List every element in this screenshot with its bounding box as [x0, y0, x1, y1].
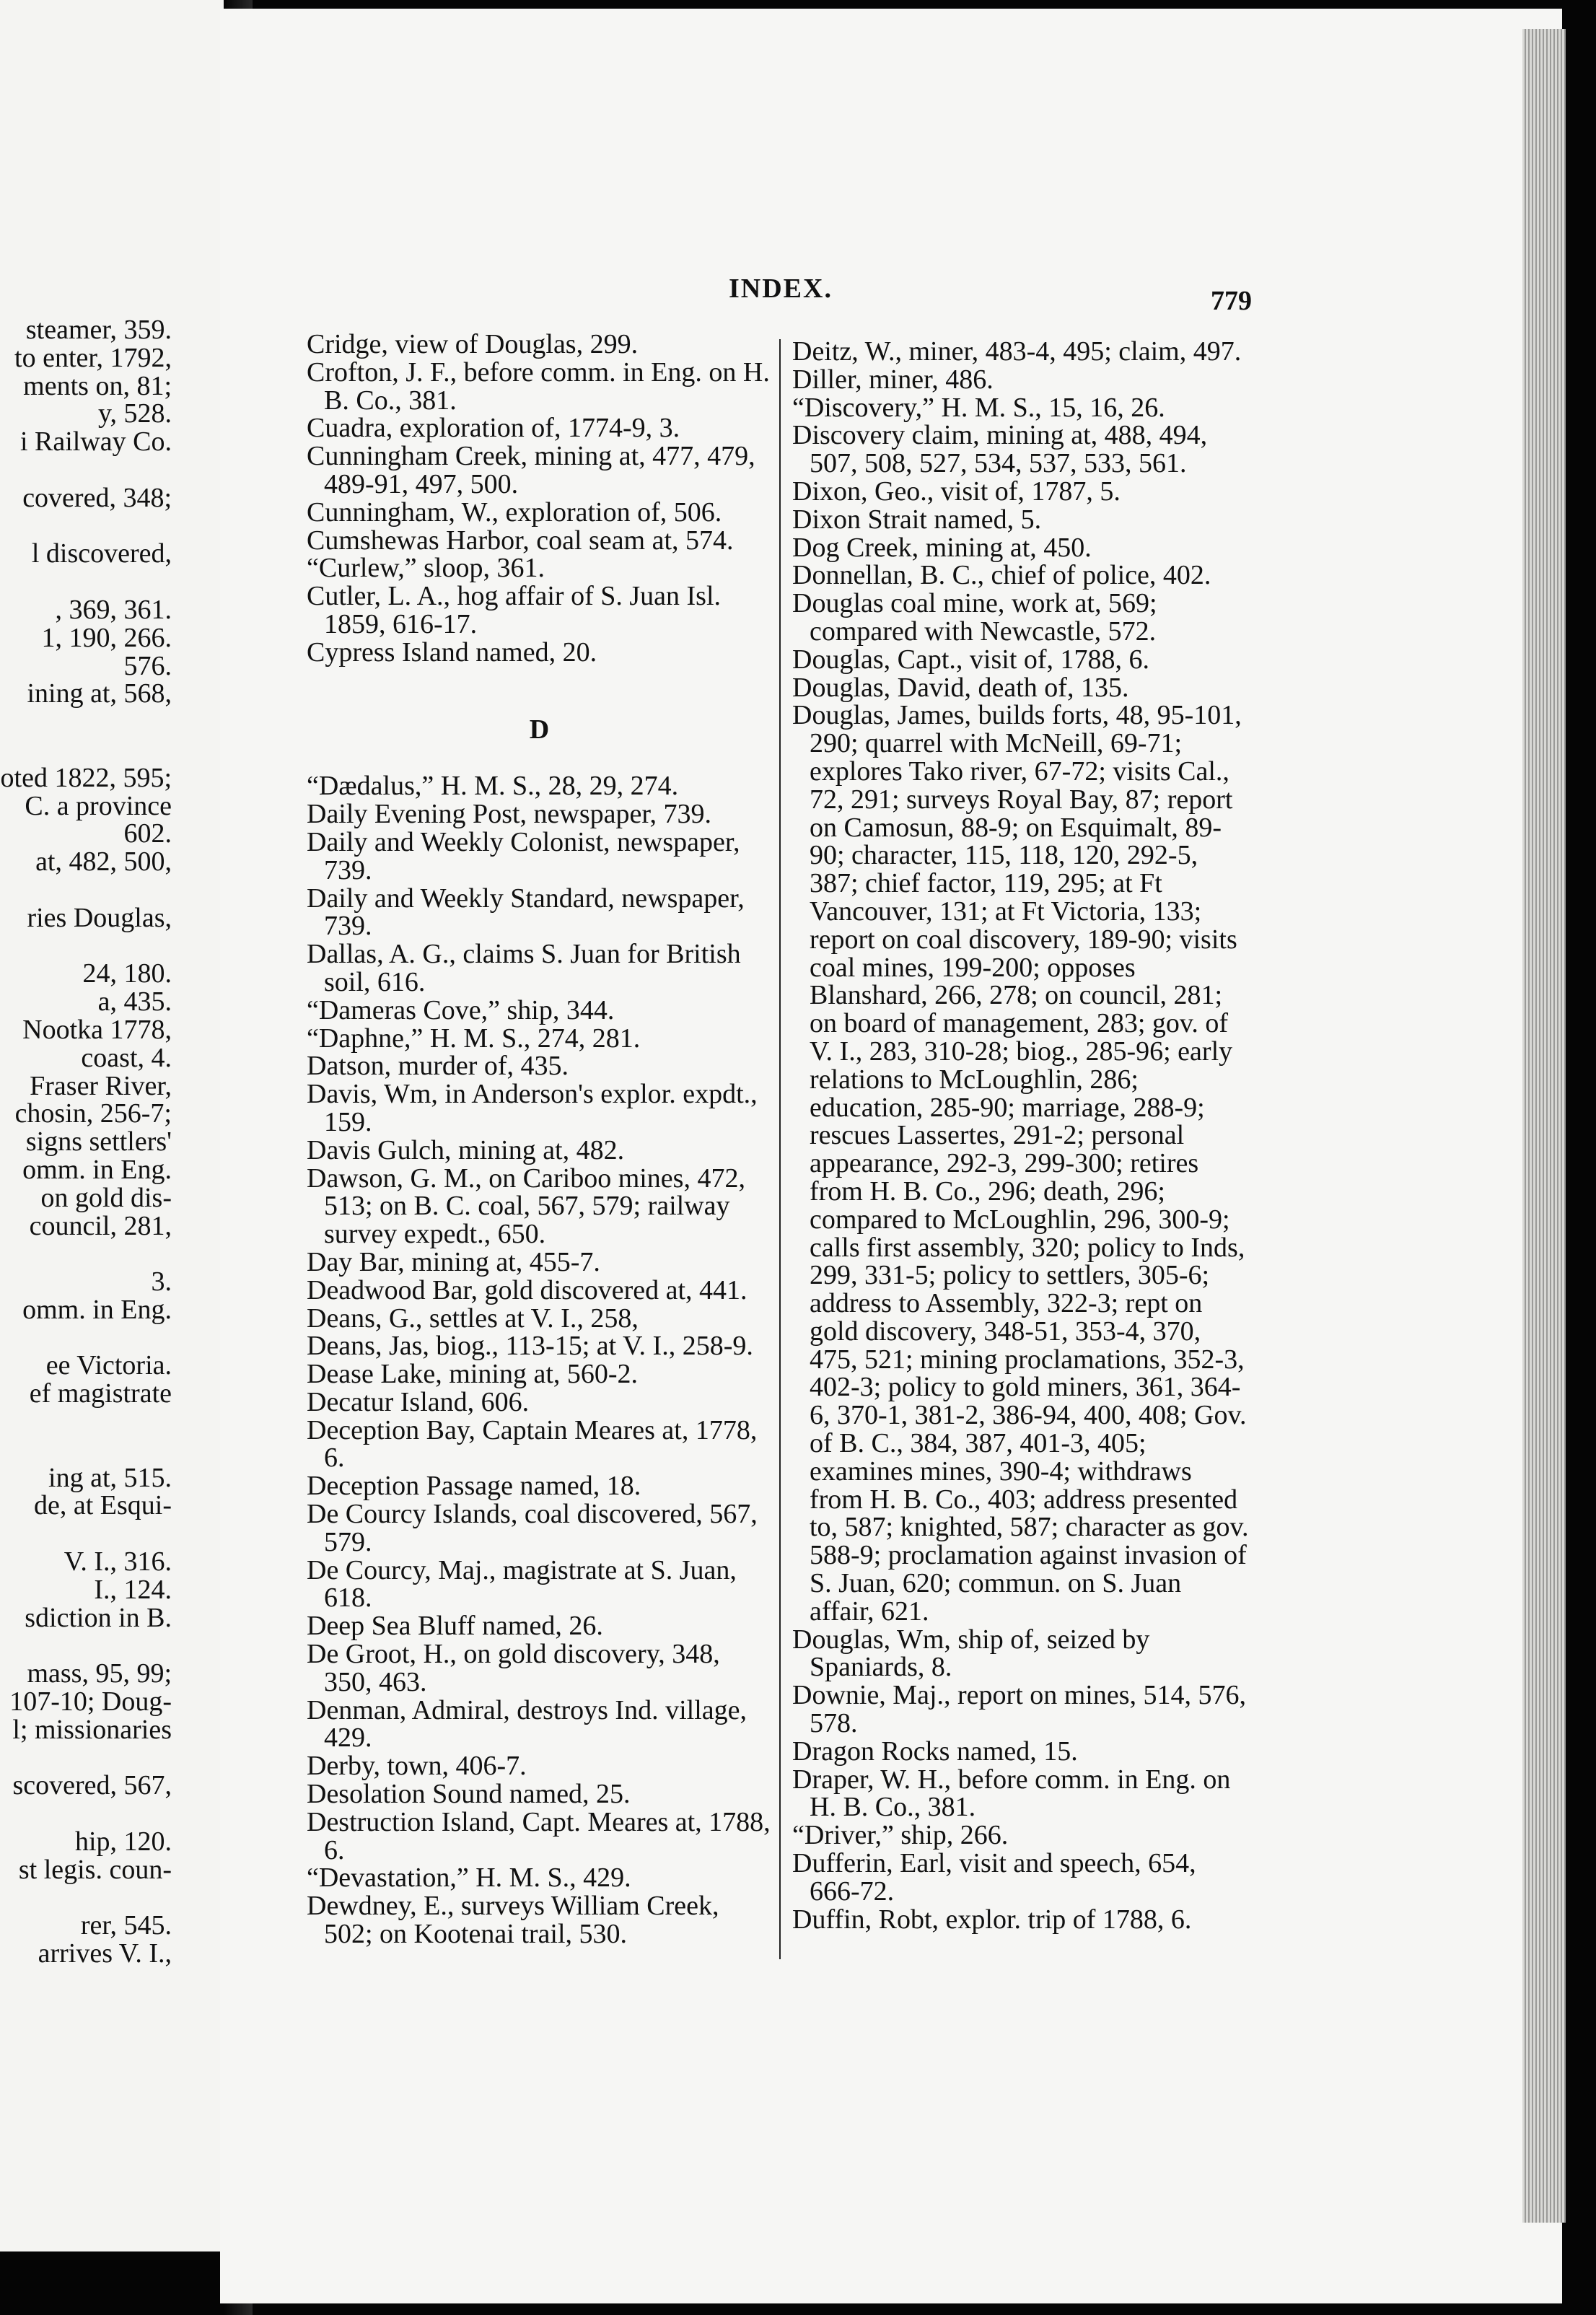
left-page-fragment: sdiction in B.	[25, 1602, 172, 1633]
index-entry: Daily and Weekly Standard, newspaper, 739.	[307, 883, 745, 942]
index-entry: Deans, G., settles at V. I., 258,	[307, 1303, 639, 1334]
left-page-fragment	[0, 1240, 172, 1268]
index-entry: “Devastation,” H. M. S., 429.	[307, 1863, 631, 1894]
left-page-fragment	[0, 876, 172, 904]
index-entry: “Discovery,” H. M. S., 15, 16, 26.	[792, 392, 1165, 423]
left-page-fragment: 602.	[123, 818, 172, 849]
index-entry: Dragon Rocks named, 15.	[792, 1736, 1078, 1767]
index-entry: Dewdney, E., surveys William Creek, 502; on Kootenai trail, 530.	[307, 1891, 719, 1950]
left-page-fragment: on gold dis-	[40, 1182, 172, 1213]
index-entry: Cridge, view of Douglas, 299.	[307, 329, 639, 359]
left-page-fragment	[0, 568, 172, 596]
left-page-fragment: ing at, 515.	[48, 1462, 172, 1493]
left-page-fragment: ef magistrate	[29, 1378, 172, 1409]
left-page-fragment	[0, 1408, 172, 1436]
index-entry: Daily Evening Post, newspaper, 739.	[307, 799, 712, 830]
index-entry: Dease Lake, mining at, 560-2.	[307, 1359, 639, 1390]
index-entry: Crofton, J. F., before comm. in Eng. on H. B. Co., 381.	[307, 356, 770, 416]
index-entry: Deception Passage named, 18.	[307, 1471, 641, 1502]
index-entry: Douglas coal mine, work at, 569; compared with Newcastle, 572.	[792, 588, 1157, 647]
index-entry: Dawson, G. M., on Cariboo mines, 472, 513; on B. C. coal, 567, 579; railway survey expedt., 650.	[307, 1163, 745, 1250]
index-entry: Douglas, James, builds forts, 48, 95-101, 290; quarrel with McNeill, 69-71; explores Tako river, 67-72; visits Cal., 72, 291; surveys Royal Bay, 87; report on Camosun, 88-9; on Esquimalt, 89-90; character, 115, 118, 120, 292-5, 387; chief factor, 119, 295; at Ft Vancouver, 131; at Ft Victoria, 133; report on coal discovery, 189-90; visits coal mines, 199-200; opposes Blanshard, 266, 278; on council, 281; on board of management, 283; gov. of V. I., 283, 310-28; biog., 285-96; early relations to McLoughlin, 286; education, 285-90; marriage, 288-9; rescues Lassertes, 291-2; personal appearance, 292-3, 299-300; retires from H. B. Co., 296; death, 296; compared to McLoughlin, 296, 300-9; calls first assembly, 320; policy to Inds, 299, 331-5; policy to settlers, 305-6; address to Assembly, 322-3; rept on gold discovery, 348-51, 353-4, 370, 475, 521; mining proclamations, 352-3, 402-3; policy to gold miners, 361, 364-6, 370-1, 381-2, 386-94, 400, 408; Gov. of B. C., 384, 387, 401-3, 405; examines mines, 390-4; withdraws from H. B. Co., 403; address presented to, 587; knighted, 587; character as gov. 588-9; proclamation against invasion of S. Juan, 620; commun. on S. Juan affair, 621.	[792, 700, 1249, 1627]
left-page-column	[0, 316, 172, 1968]
index-entry: Dog Creek, mining at, 450.	[792, 532, 1092, 563]
left-page-fragment	[0, 736, 172, 764]
left-page-fragment	[0, 932, 172, 960]
left-page-fragment: C. a province	[25, 790, 172, 821]
left-page-fragment: 576.	[123, 650, 172, 681]
left-page-fragment	[0, 1632, 172, 1660]
index-entry: Cuadra, exploration of, 1774-9, 3.	[307, 413, 680, 444]
index-entry: Dufferin, Earl, visit and speech, 654, 666-72.	[792, 1848, 1196, 1907]
c-entries	[307, 331, 772, 667]
index-entry: Cypress Island named, 20.	[307, 636, 597, 668]
left-page-fragment	[0, 1884, 172, 1912]
index-entry: Douglas, Capt., visit of, 1788, 6.	[792, 644, 1150, 675]
index-entry: Duffin, Robt, explor. trip of 1788, 6.	[792, 1904, 1192, 1935]
index-entry: Diller, miner, 486.	[792, 364, 994, 395]
index-entry: Deception Bay, Captain Meares at, 1778, 6.	[307, 1414, 758, 1474]
index-entry: Deadwood Bar, gold discovered at, 441.	[307, 1274, 747, 1305]
index-entry: Deans, Jas, biog., 113-15; at V. I., 258-9.	[307, 1331, 753, 1362]
index-entry: De Courcy Islands, coal discovered, 567, 579.	[307, 1499, 758, 1557]
running-header: INDEX.	[729, 273, 833, 304]
left-page-fragment: ries Douglas,	[27, 902, 172, 933]
left-page-fragment	[0, 456, 172, 484]
left-page-fragment: at, 482, 500,	[35, 846, 172, 878]
left-page-fragment: omm. in Eng.	[22, 1294, 172, 1325]
left-page-fragment: 1, 190, 266.	[41, 622, 172, 653]
left-page-fragment: oted 1822, 595;	[0, 762, 172, 793]
section-letter: D	[529, 714, 550, 745]
left-page-fragment: mass, 95, 99;	[27, 1658, 172, 1689]
column-rule	[779, 339, 781, 1959]
left-page-fragment: , 369, 361.	[55, 594, 172, 625]
left-page-fragment	[0, 1520, 172, 1548]
index-column-left	[307, 331, 772, 1948]
index-entry: Draper, W. H., before comm. in Eng. on H. B. Co., 381.	[792, 1764, 1231, 1823]
left-page-fragment: 107-10; Doug-	[9, 1686, 172, 1717]
index-entry: Dallas, A. G., claims S. Juan for British soil, 616.	[307, 939, 741, 997]
left-page-fragment	[0, 1436, 172, 1464]
page-edges	[1522, 29, 1566, 2223]
index-entry: De Groot, H., on gold discovery, 348, 350, 463.	[307, 1639, 720, 1697]
index-entry: Desolation Sound named, 25.	[307, 1779, 631, 1810]
left-page-fragment: y, 528.	[97, 398, 172, 429]
index-entry: Datson, murder of, 435.	[307, 1051, 569, 1082]
left-page-fragment: council, 281,	[29, 1210, 172, 1241]
left-page-fragment	[0, 1324, 172, 1352]
index-entry: “Curlew,” sloop, 361.	[307, 553, 545, 584]
left-page-fragment: ining at, 568,	[27, 678, 172, 709]
index-entry: Douglas, David, death of, 135.	[792, 672, 1129, 703]
left-page-fragment: covered, 348;	[22, 482, 172, 513]
left-page-fragment: chosin, 256-7;	[14, 1098, 172, 1129]
index-entry: De Courcy, Maj., magistrate at S. Juan, 618.	[307, 1554, 737, 1614]
index-entry: Davis, Wm, in Anderson's explor. expdt., 159.	[307, 1079, 758, 1137]
left-page-fragment: 3.	[151, 1266, 172, 1297]
left-page-fragment: ments on, 81;	[23, 370, 172, 401]
index-entry: “Daphne,” H. M. S., 274, 281.	[307, 1023, 641, 1054]
left-page-fragment: rer, 545.	[80, 1910, 172, 1941]
left-page-fragment: scovered, 567,	[12, 1770, 172, 1801]
index-entry: Donnellan, B. C., chief of police, 402.	[792, 560, 1211, 591]
index-entry: “Driver,” ship, 266.	[792, 1820, 1009, 1851]
left-page-fragment	[0, 512, 172, 541]
left-page-fragment: signs settlers'	[25, 1126, 172, 1158]
index-entry: Dixon Strait named, 5.	[792, 504, 1042, 535]
left-page-fragment	[0, 708, 172, 736]
index-column-right	[792, 338, 1250, 1933]
left-page-fragment: l; missionaries	[12, 1714, 172, 1745]
index-entry: Daily and Weekly Colonist, newspaper, 739.	[307, 826, 740, 885]
index-entry: Cunningham Creek, mining at, 477, 479, 489-91, 497, 500.	[307, 441, 755, 499]
index-entry: Derby, town, 406-7.	[307, 1751, 527, 1782]
index-entry: Cutler, L. A., hog affair of S. Juan Isl. 1859, 616-17.	[307, 581, 722, 639]
left-page-fragment	[0, 1800, 172, 1828]
left-page-fragment: arrives V. I.,	[38, 1938, 172, 1969]
index-entry: “Dædalus,” H. M. S., 28, 29, 274.	[307, 771, 679, 802]
left-page-fragment: ee Victoria.	[45, 1350, 172, 1381]
left-page-fragment: st legis. coun-	[18, 1854, 172, 1885]
index-entry: Destruction Island, Capt. Meares at, 1788, 6.	[307, 1806, 771, 1865]
left-page	[0, 0, 224, 2251]
left-page-fragment: omm. in Eng.	[22, 1154, 172, 1185]
index-entry: Deep Sea Bluff named, 26.	[307, 1611, 603, 1642]
left-page-fragment: V. I., 316.	[63, 1546, 172, 1577]
left-page-fragment: Fraser River,	[30, 1070, 172, 1101]
left-page-fragment	[0, 1744, 172, 1772]
index-entry: Dixon, Geo., visit of, 1787, 5.	[792, 476, 1121, 507]
left-page-fragment: Nootka 1778,	[22, 1014, 172, 1045]
left-page-fragment: steamer, 359.	[25, 316, 172, 345]
index-entry: Deitz, W., miner, 483-4, 495; claim, 497.	[792, 336, 1242, 367]
index-entry: Discovery claim, mining at, 488, 494, 507, 508, 527, 534, 537, 533, 561.	[792, 420, 1208, 479]
index-entry: “Dameras Cove,” ship, 344.	[307, 994, 615, 1025]
page-number: 779	[1211, 286, 1252, 316]
d-entries	[307, 772, 772, 1948]
left-page-fragment: de, at Esqui-	[33, 1490, 172, 1521]
left-page-fragment: to enter, 1792,	[14, 342, 172, 373]
index-entry: Davis Gulch, mining at, 482.	[307, 1134, 625, 1165]
index-entry: Decatur Island, 606.	[307, 1386, 530, 1417]
index-entry: Cumshewas Harbor, coal seam at, 574.	[307, 525, 734, 556]
left-page-fragment: i Railway Co.	[19, 426, 172, 458]
index-entry: Downie, Maj., report on mines, 514, 576, 578.	[792, 1680, 1247, 1739]
left-page-fragment: 24, 180.	[82, 958, 172, 989]
left-page-fragment: a, 435.	[97, 986, 172, 1018]
index-entry: Day Bar, mining at, 455-7.	[307, 1246, 600, 1277]
left-page-fragment: hip, 120.	[74, 1826, 172, 1857]
index-entry: Douglas, Wm, ship of, seized by Spaniards, 8.	[792, 1624, 1150, 1683]
left-page-fragment: I., 124.	[94, 1574, 172, 1605]
left-page-fragment: coast, 4.	[81, 1042, 172, 1073]
index-entry: Cunningham, W., exploration of, 506.	[307, 496, 722, 528]
left-page-fragment: l discovered,	[31, 538, 172, 569]
index-entry: Denman, Admiral, destroys Ind. village, 429.	[307, 1694, 747, 1754]
